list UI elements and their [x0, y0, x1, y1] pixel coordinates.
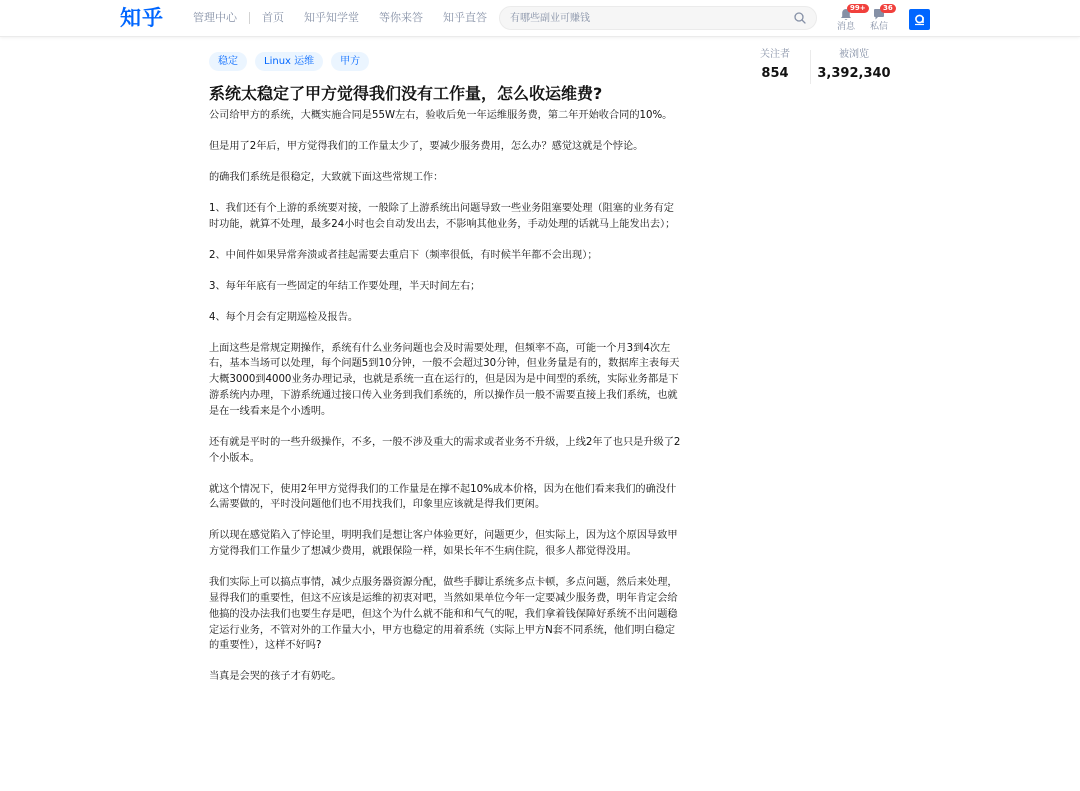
search-box	[499, 6, 817, 30]
question-paragraph: 所以现在感觉陷入了悖论里，明明我们是想让客户体验更好，问题更少，但实际上，因为这个原因导致甲方觉得我们工作量少了想减少费用，就跟保险一样，如果长年不生病住院，很多人都觉得没用。	[209, 530, 678, 558]
followers-count: 854	[761, 66, 789, 81]
zhihu-logo[interactable]: 知乎	[120, 6, 164, 30]
question-paragraph: 当真是会哭的孩子才有奶吃。	[209, 671, 342, 683]
question-paragraph: 我们实际上可以搞点事情，减少点服务器资源分配，做些手脚让系统多点卡顿，多点问题，然后来处理，显得我们的重要性，但这不应该是运维的初衷对吧，当然如果单位今年一定要减少服务费，明年肯定会给他搞的没办法我们也要生存是吧，但这个为什么就不能和和气气的呢，我们拿着钱保障好系统不出问题稳定运行业务，不管对外的工作量大小，甲方也稳定的用着系统（实际上甲方N套不同系统，他们明白稳定的重要性），这样不好吗?	[209, 577, 678, 652]
private-messages-badge: 36	[880, 4, 896, 13]
followers-stat[interactable]	[740, 48, 810, 84]
topic-tag[interactable]: Linux 运维	[255, 52, 323, 71]
topic-tags	[209, 52, 377, 71]
messages-badge: 99+	[847, 4, 869, 13]
question-paragraph: 4、每个月会有定期巡检及报告。	[209, 311, 359, 323]
question-detail	[209, 108, 684, 700]
views-count: 3,392,340	[817, 66, 891, 81]
nav-home[interactable]: 首页	[262, 11, 284, 24]
views-stat	[814, 48, 894, 84]
question-title: 系统太稳定了甲方觉得我们没有工作量，怎么收运维费?	[209, 84, 603, 103]
question-stats	[740, 48, 894, 84]
question-paragraph: 的确我们系统是很稳定，大致就下面这些常规工作：	[209, 171, 444, 183]
question-paragraph: 上面这些是常规定期操作，系统有什么业务问题也会及时需要处理，但频率不高，可能一个月3到4次左右，基本当场可以处理，每个问题5到10分钟，一般不会超过30分钟，但业务量是有的，数据库主表每天大概3000到4000业务办理记录，也就是系统一直在运行的，但是因为是中间型的系统，实际业务都是下游系统内办理，下游系统通过接口传入业务到我们系统的，所以操作员一般不需要直接上我们系统，也就是在一线看来是个小透明。	[209, 342, 680, 417]
views-label: 被浏览	[839, 49, 869, 60]
nav-zhihu-school[interactable]: 知乎知学堂	[304, 11, 359, 24]
question-paragraph: 还有就是平时的一些升级操作，不多，一般不涉及重大的需求或者业务不升级，上线2年了也只是升级了2个小版本。	[209, 436, 681, 464]
main-nav	[193, 11, 487, 25]
question-paragraph: 3、每年年底有一些固定的年结工作要处理，半天时间左右；	[209, 280, 481, 292]
user-avatar-icon	[913, 13, 926, 26]
question-paragraph: 1、我们还有个上游的系统要对接，一般除了上游系统出问题导致一些业务阻塞要处理（阻塞的业务有定时功能，就算不处理，最多24小时也会自动发出去，不影响其他业务，手动处理的话就马上能发出去）；	[209, 202, 676, 230]
question-paragraph: 就这个情况下，使用2年甲方觉得我们的工作量是在撑不起10%成本价格，因为在他们看来我们的确没什么需要做的，平时没问题他们也不用找我们，印象里应该就是得我们更闲。	[209, 483, 677, 511]
messages-button[interactable]	[833, 4, 866, 33]
avatar[interactable]	[909, 9, 930, 30]
top-header	[0, 0, 1080, 37]
question-paragraph: 公司给甲方的系统，大概实施合同是55W左右，验收后免一年运维服务费，第二年开始收合同的10%。	[209, 110, 673, 121]
messages-label: 消息	[836, 22, 855, 32]
search-icon[interactable]	[794, 12, 806, 24]
nav-zhihu-direct[interactable]: 知乎直答	[443, 11, 487, 24]
question-paragraph: 2、中间件如果异常奔溃或者挂起需要去重启下（频率很低，有时候半年都不会出现）；	[209, 249, 598, 261]
nav-waiting-answers[interactable]: 等你来答	[379, 11, 423, 24]
topic-tag[interactable]: 甲方	[331, 52, 369, 71]
topic-tag[interactable]: 稳定	[209, 52, 247, 71]
followers-label: 关注者	[760, 49, 790, 60]
private-messages-button[interactable]	[866, 4, 893, 33]
nav-divider	[249, 12, 250, 24]
question-paragraph: 但是用了2年后，甲方觉得我们的工作量太少了，要减少服务费用，怎么办？感觉这就是个悖论。	[209, 140, 644, 152]
search-input[interactable]	[510, 10, 780, 26]
private-messages-label: 私信	[869, 22, 888, 32]
stats-divider	[810, 50, 811, 84]
nav-admin-center[interactable]: 管理中心	[193, 11, 237, 24]
